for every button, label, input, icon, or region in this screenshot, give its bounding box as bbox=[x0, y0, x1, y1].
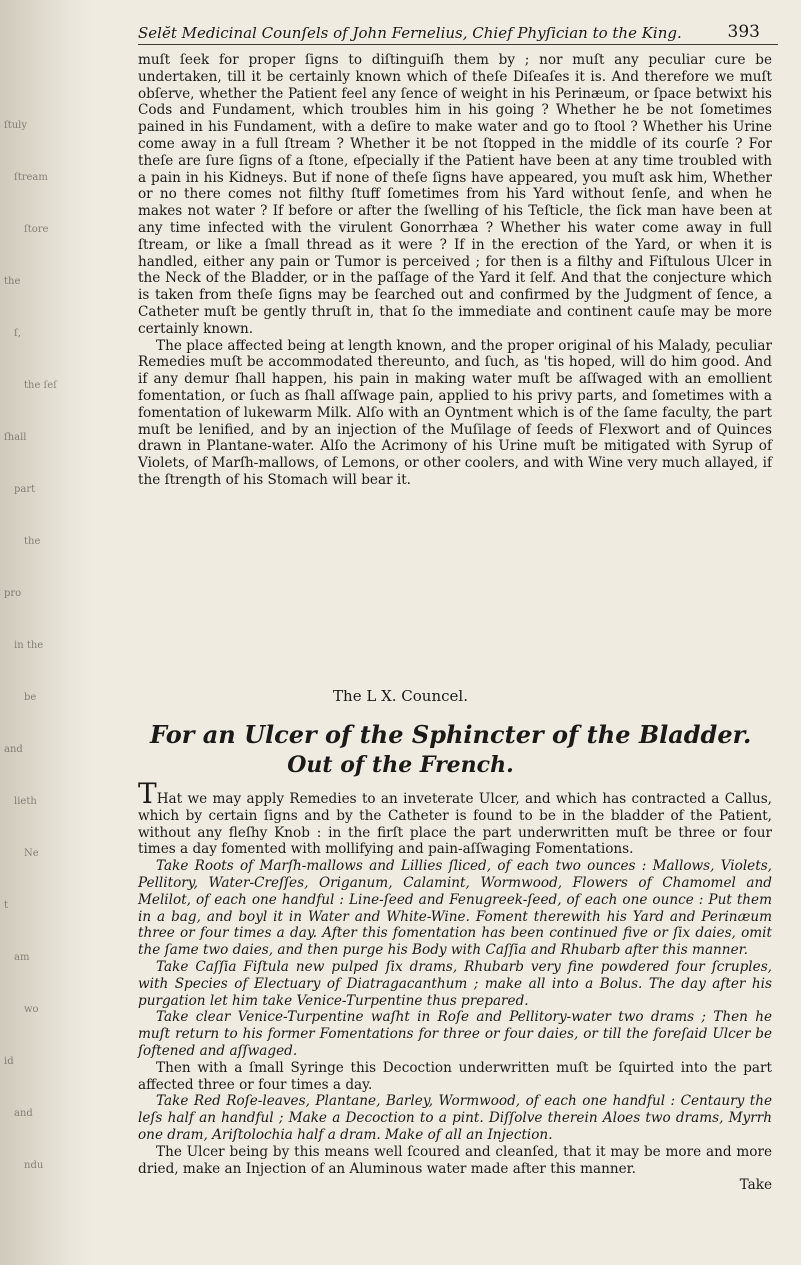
bleed-fragment: wo bbox=[24, 1004, 39, 1015]
bleed-fragment: ſ, bbox=[14, 328, 21, 339]
bleed-fragment: ſtuly bbox=[4, 120, 28, 131]
bleed-fragment: ſhall bbox=[4, 432, 27, 443]
intro-text: Hat we may apply Remedies to an inveterate Ulcer, and which has contracted a Callus, which by certain ſigns and by the Catheter is found to be in the bladder of the Patient, without any fleſhy Knob : in the firſt place the part underwritten muſt be three or four times a day fomented with mollifying and pain-aſſwaging Fomentations. bbox=[138, 791, 772, 858]
drop-cap: T bbox=[138, 777, 157, 810]
bleed-fragment: am bbox=[14, 952, 30, 963]
bleed-fragment: the bbox=[4, 276, 21, 287]
bleed-fragment: be bbox=[24, 692, 37, 703]
bleed-fragment: and bbox=[4, 744, 23, 755]
bleed-fragment: t bbox=[4, 900, 9, 911]
bleed-fragment: the ſeſ bbox=[24, 380, 57, 391]
bleed-fragment: in the bbox=[14, 640, 44, 651]
page-number: 393 bbox=[727, 22, 760, 42]
bleed-fragment: ndu bbox=[24, 1160, 44, 1171]
counsel-signature: The L X. Councel. bbox=[333, 687, 468, 705]
bleed-fragment: pro bbox=[4, 588, 22, 599]
paragraph-1: muſt ſeek for proper ſigns to diſtinguiſh them by ; nor muſt any peculiar cure be undertaken, till it be certainly known which of theſe Diſeaſes it is. And therefore we muſt obſerve, whether the Patient feel any ſence of weight in his Perinæum, or ſpace betwixt his Cods and Fundament, which troubles him in his going ? Whether he be not ſometimes pained in his Fundament, with a deſire to make water and go to ſtool ? Whether his Urine come away in a full ſtream ? Whether it be not ſtopped in the middle of its courſe ? For theſe are ſure ſigns of a ſtone, eſpecially if the Patient have been at any time troubled with a pain in his Kidneys. But if none of theſe ſigns have appeared, you muſt ask him, Whether or no there comes not filthy ſtuff ſometimes from his Yard without ſenſe, and when he makes not water ? If before or after the ſwelling of his Teſticle, the ſick man have been at any time infected with the virulent Gonorrhæa ? Whether his water come away in full ſtream, or like a ſmall thread as it were ? If in the erection of the Yard, or when it is handled, either any pain or Tumor is perceived ; for then is a filthy and Fiſtulous Ulcer in the Neck of the Bladder, or in the paſſage of the Yard it ſelf. And that the conjecture which is taken from theſe ſigns may be ſearched out and confirmed by the Judgment of ſence, a Catheter muſt be gently thruſt in, that ſo the immediate and continent cauſe may be more certainly known. bbox=[138, 52, 772, 337]
bleed-fragment: and bbox=[14, 1108, 33, 1119]
bleed-fragment: the bbox=[24, 536, 41, 547]
header-rule bbox=[138, 44, 778, 45]
bleed-fragment: ſtore bbox=[24, 224, 49, 235]
binding-gutter bbox=[0, 0, 92, 1265]
section-1-text bbox=[138, 52, 772, 489]
bleed-fragment: lieth bbox=[14, 796, 37, 807]
intro-paragraph bbox=[138, 777, 772, 858]
running-title: Selĕt Medicinal Counſels of John Fernelius, Chief Phyſician to the King. bbox=[138, 24, 682, 42]
bleed-fragment: Ne bbox=[24, 848, 39, 859]
bleed-fragment: id bbox=[4, 1056, 14, 1067]
section-title: For an Ulcer of the Sphincter of the Bladder. bbox=[150, 720, 752, 749]
paragraph-2: The place affected being at length known, and the proper original of his Malady, peculiar Remedies muſt be accommodated thereunto, and ſuch, as 'tis hoped, will do him good. And if any demur ſhall happen, his pain in making water muſt be aſſwaged with an emollient fomentation, or ſuch as ſhall aſſwage pain, applied to his privy parts, and ſometimes with a fomentation of lukewarm Milk. Alſo with an Oyntment which is of the ſame faculty, the part muſt be lenified, and by an injection of the Muſilage of ſeeds of Flexwort and of Quinces drawn in Plantane-water. Alſo the Acrimony of his Urine muſt be mitigated with Syrup of Violets, of Marſh-mallows, of Lemons, or other coolers, and with Wine very much allayed, if the ſtrength of his Stomach will bear it. bbox=[138, 337, 772, 488]
section-2-text bbox=[138, 777, 772, 1194]
recipe-3: Take clear Venice-Turpentine waſht in Roſe and Pellitory-water two drams ; Then he muſt return to his former Fomentations for three or four daies, or till the foreſaid Ulcer be ſoftened and aſſwaged. bbox=[138, 1009, 772, 1059]
catchword: Take bbox=[739, 1177, 772, 1194]
recipe-1: Take Roots of Marſh-mallows and Lillies ſliced, of each two ounces : Mallows, Violets, Pellitory, Water-Creſſes, Origanum, Calamint, Wormwood, Flowers of Chamomel and Melilot, of each one handful : Line-ſeed and Fenugreek-ſeed, of each one ounce : Put them in a bag, and boyl it in Water and White-Wine. Foment therewith his Yard and Perinæum three or four times a day. After this fomentation has been continued five or ſix daies, omit the ſame two daies, and then purge his Body with Caſſia and Rhubarb after this manner. bbox=[138, 858, 772, 959]
running-header bbox=[138, 20, 778, 46]
then-paragraph: Then with a ſmall Syringe this Decoction underwritten muſt be ſquirted into the part affected three or four times a day. bbox=[138, 1059, 772, 1093]
recipe-2: Take Caſſia Fiſtula new pulped ſix drams, Rhubarb very fine powdered four ſcruples, with Species of Electuary of Diatragacanthum ; make all into a Bolus. The day after his purgation let him take Venice-Turpentine thus prepared. bbox=[138, 958, 772, 1009]
bleed-fragment: ſtream bbox=[14, 172, 48, 183]
closing-paragraph: The Ulcer being by this means well ſcoured and cleanſed, that it may be more and more dried, make an Injection of an Aluminous water made after this manner. bbox=[138, 1143, 772, 1177]
bleed-fragment: part bbox=[14, 484, 36, 495]
section-subtitle: Out of the French. bbox=[287, 752, 514, 778]
recipe-4: Take Red Roſe-leaves, Plantane, Barley, Wormwood, of each one handful : Centaury the leſs half an handful ; Make a Decoction to a pint. Diſſolve therein Aloes two drams, Myrrh one dram, Ariſtolochia half a dram. Make of all an Injection. bbox=[138, 1093, 772, 1143]
